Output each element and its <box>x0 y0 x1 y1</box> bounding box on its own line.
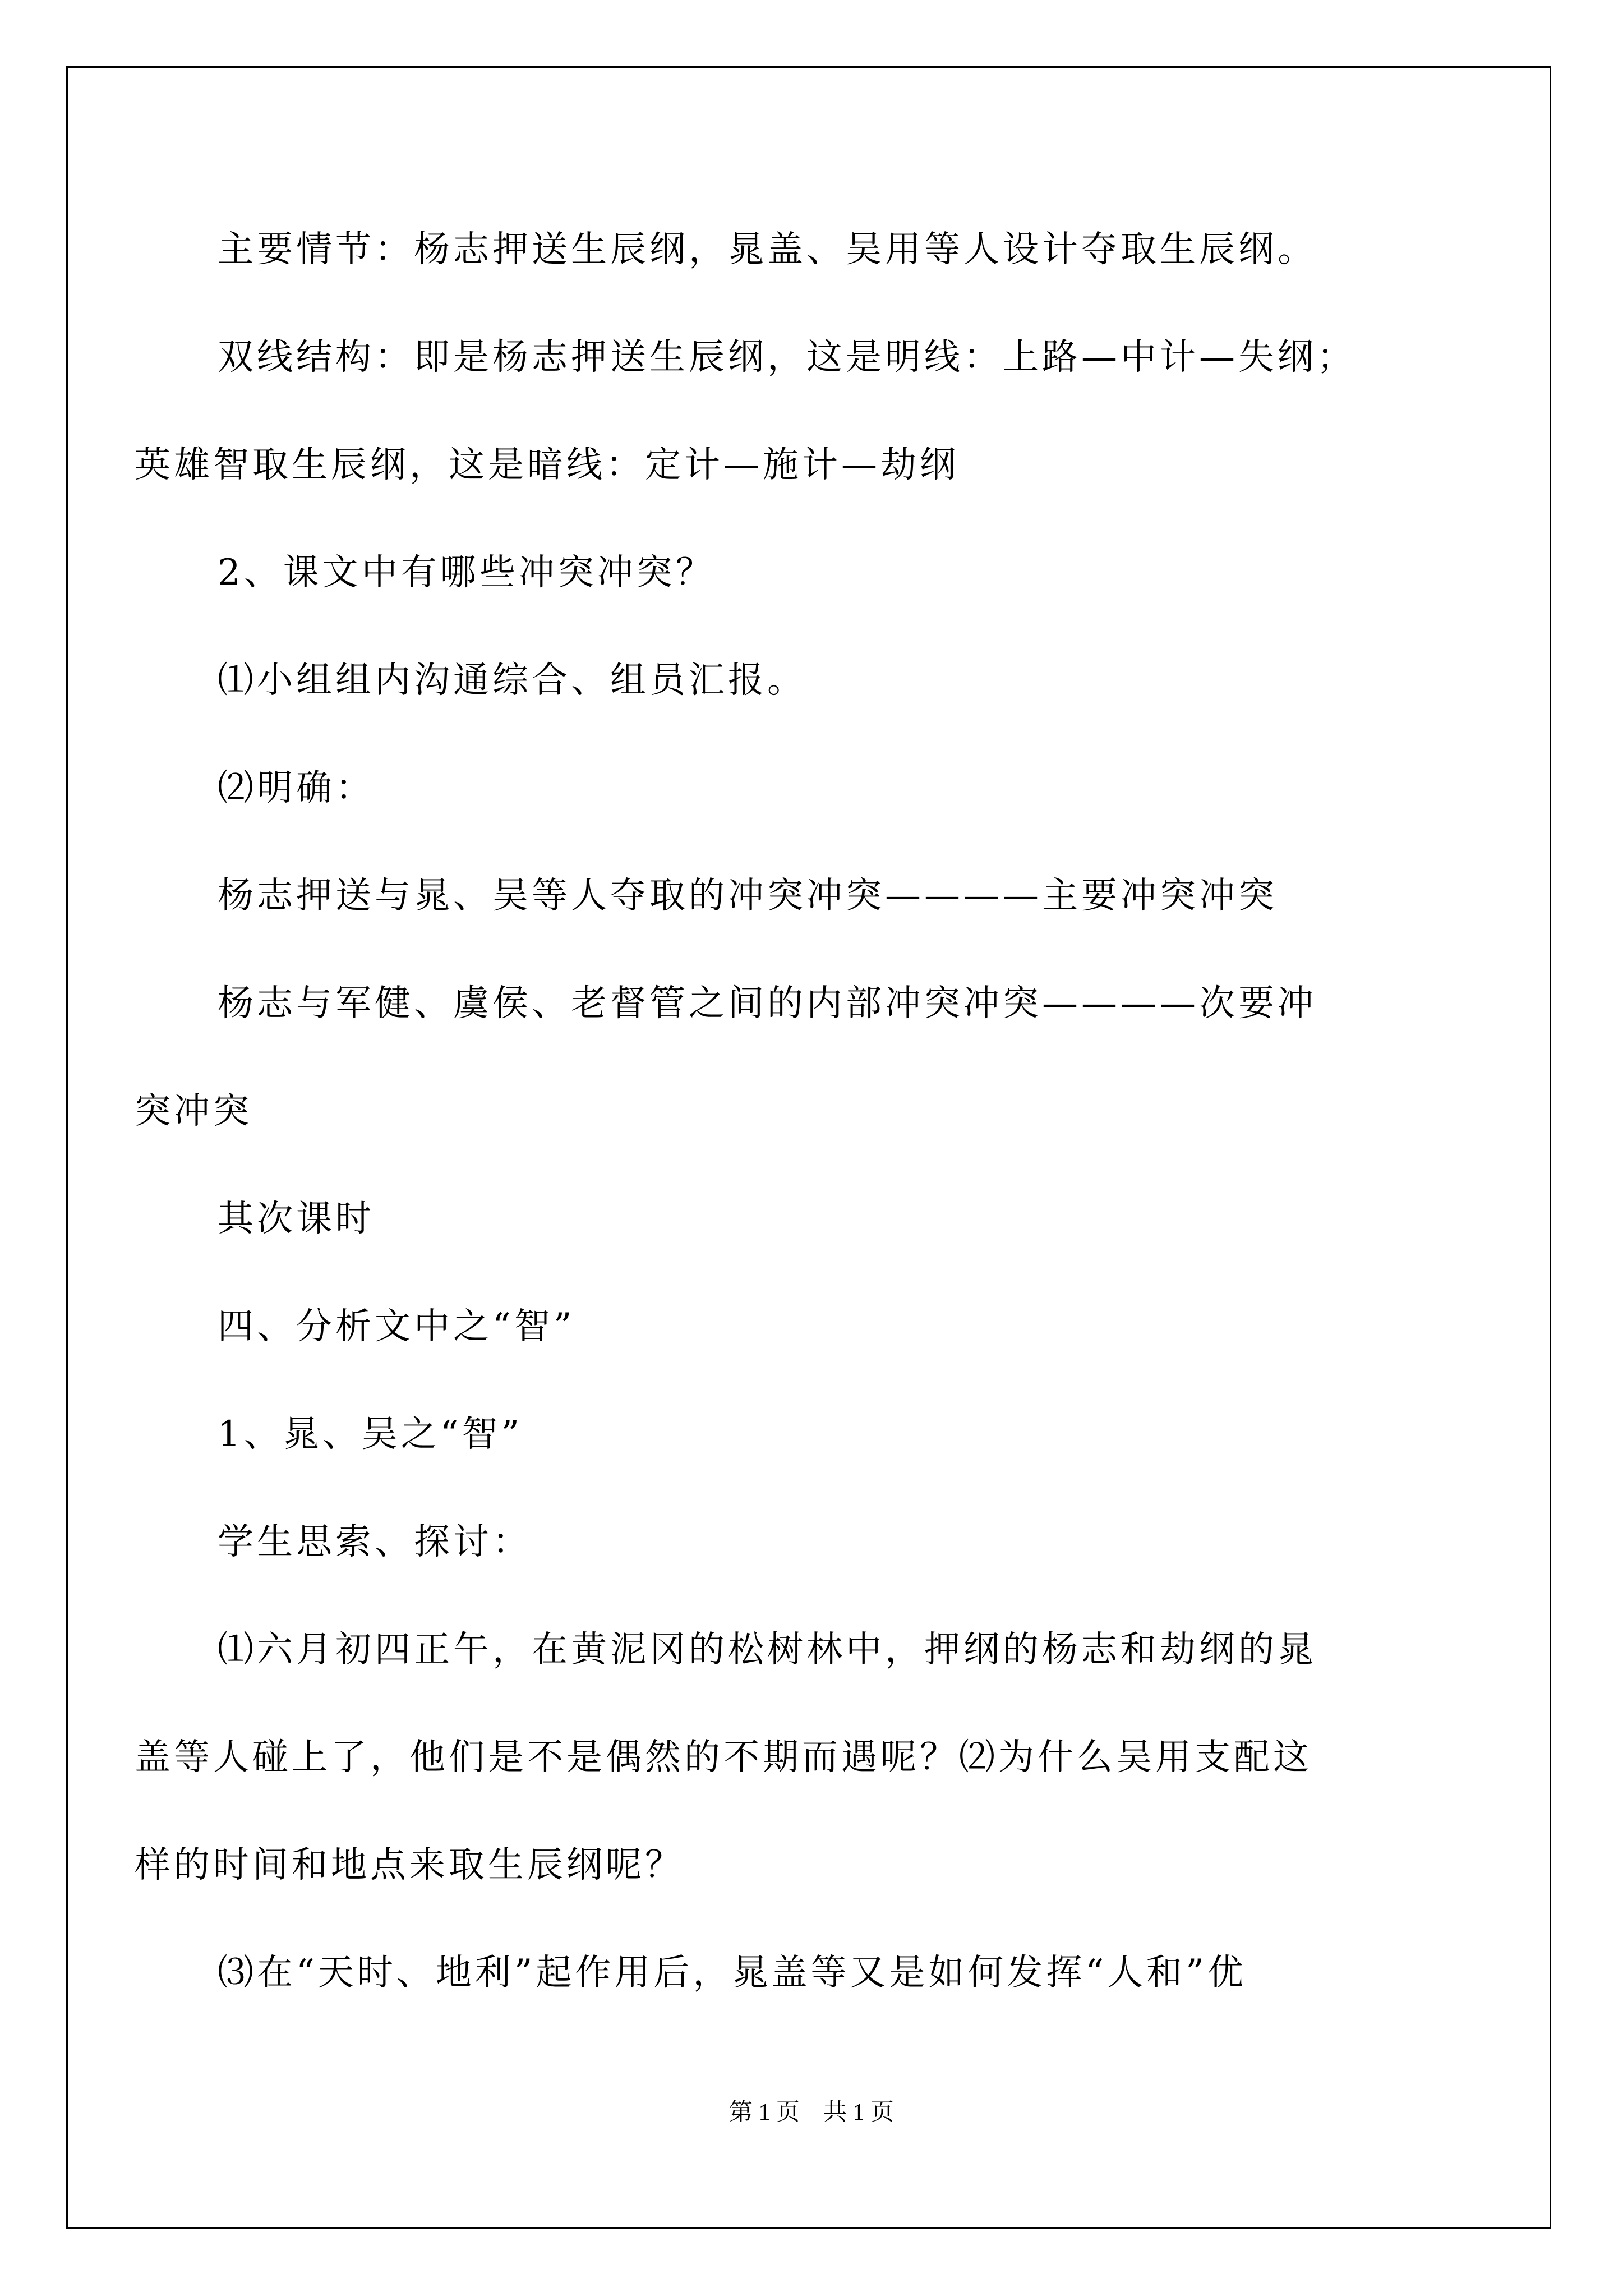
text-line: 四、分析文中之“智” <box>218 1306 575 1347</box>
text-line: 杨志押送与晁、吴等人夺取的冲突冲突————主要冲突冲突 <box>218 875 1278 917</box>
text-line: 学生思索、探讨： <box>218 1521 532 1563</box>
text-line: 其次课时 <box>218 1198 375 1240</box>
text-line: 样的时间和地点来取生辰纲呢？ <box>135 1844 684 1886</box>
text-line: 1、晁、吴之“智” <box>218 1414 523 1455</box>
text-line: 2、课文中有哪些冲突冲突？ <box>218 552 715 593</box>
text-line: 突冲突 <box>135 1091 252 1132</box>
text-line: 主要情节：杨志押送生辰纲，晁盖、吴用等人设计夺取生辰纲。 <box>218 229 1317 270</box>
text-line: ⑴小组组内沟通综合、组员汇报。 <box>218 660 806 701</box>
text-line: ⑵明确： <box>218 767 375 809</box>
page-footer: 第 1 页 共 1 页 <box>728 2100 894 2125</box>
text-line: ⑴六月初四正午，在黄泥冈的松树林中，押纲的杨志和劫纲的晁 <box>218 1629 1317 1671</box>
page-border <box>66 66 1551 2229</box>
text-line: 盖等人碰上了，他们是不是偶然的不期而遇呢？⑵为什么吴用支配这 <box>135 1737 1312 1778</box>
text-line: ⑶在“天时、地利”起作用后，晁盖等又是如何发挥“人和”优 <box>218 1952 1247 1994</box>
text-line: 杨志与军健、虞侯、老督管之间的内部冲突冲突————次要冲 <box>218 983 1317 1024</box>
text-line: 双线结构：即是杨志押送生辰纲，这是明线：上路—中计—失纲； <box>218 337 1356 378</box>
text-line: 英雄智取生辰纲，这是暗线：定计—施计—劫纲 <box>135 444 959 486</box>
